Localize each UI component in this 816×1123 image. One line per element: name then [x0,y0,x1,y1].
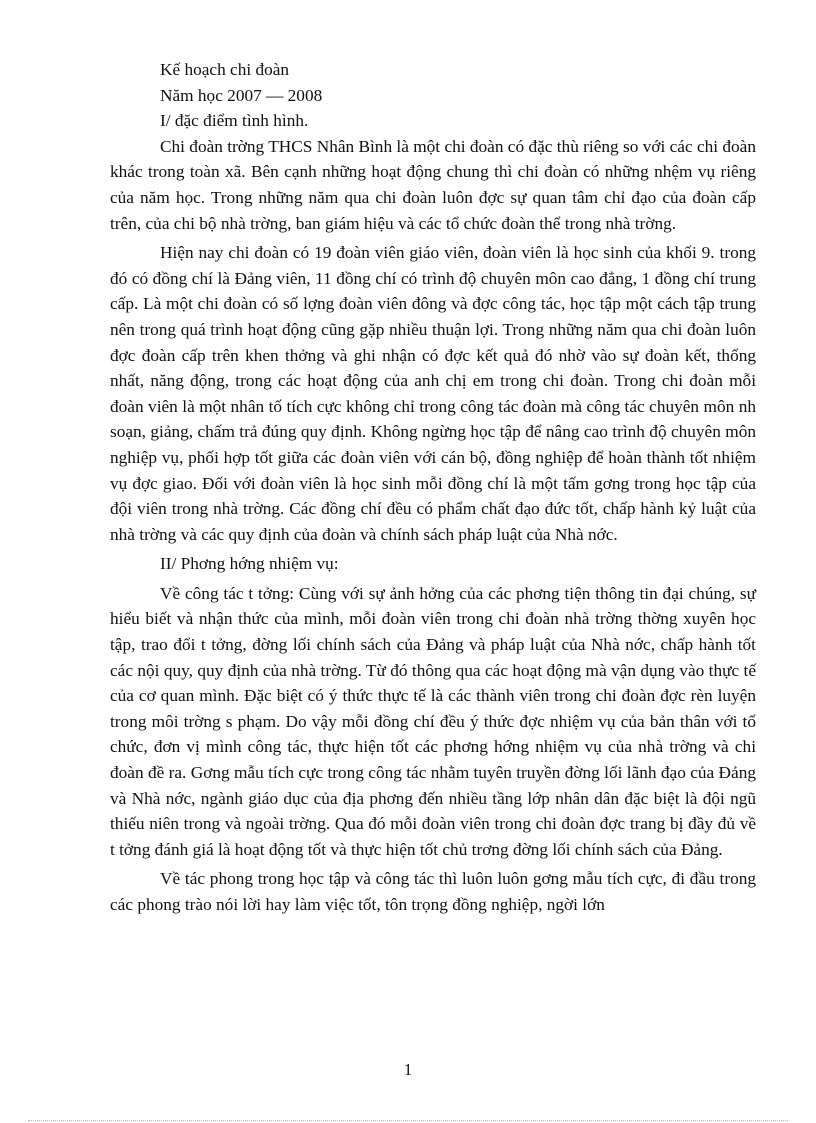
paragraph-membership: Hiện nay chi đoàn có 19 đoàn viên giáo viên, đoàn viên là học sinh của khối 9. trong đó có đồng chí là Đảng viên, 11 đồng chí có trình độ chuyên môn cao đẳng, 1 đồng chí trung cấp. Là một chi đoàn có số lợng đoàn viên đông và đợc công tác, học tập một cách tập trung nên trong quá trình hoạt động cũng gặp nhiều thuận lợi. Trong những năm qua chi đoàn luôn đợc đoàn cấp trên khen thởng và ghi nhận có đợc kết quả đó nhờ vào sự đoàn kết, thống nhất, năng động, trong các hoạt động của anh chị em trong chi đoàn. Trong chi đoàn mỗi đoàn viên là một nhân tố tích cực không chỉ trong công tác đoàn mà công tác chuyên môn nh soạn, giảng, chấm trả đúng quy định. Không ngừng học tập để nâng cao trình độ chuyên môn nghiệp vụ, phối hợp tốt giữa các đoàn viên với cán bộ, đồng nghiệp để hoàn thành tốt nhiệm vụ đợc giao. Đối với đoàn viên là học sinh mỗi đồng chí là một tấm gơng trong học tập của đội viên trong nhà trờng. Các đồng chí đều có phẩm chất đạo đức tốt, chấp hành kỷ luật của nhà trờng và các quy định của đoàn và chính sách pháp luật của Nhà nớc. [110,243,756,544]
paragraph-ideology: Về công tác t tởng: Cùng với sự ảnh hởng của các phơng tiện thông tin đại chúng, sự hiểu biết và nhận thức của mình, mỗi đoàn viên trong chi đoàn nhà trờng thờng xuyên học tập, trao đổi t tởng, đờng lối chính sách của Đảng và pháp luật của Nhà nớc, chấp hành tốt các nội quy, quy định của nhà trờng. Từ đó thông qua các hoạt động mà vận dụng vào thực tế của cơ quan mình. Đặc biệt có ý thức thực tế là các thành viên trong chi đoàn đợc rèn luyện trong môi trờng s phạm. Do vậy mỗi đồng chí đều ý thức đợc nhiệm vụ của bản thân với tổ chức, đơn vị mình công tác, thực hiện tốt các phơng hớng nhiệm vụ của nhà trờng và chi đoàn đề ra. Gơng mẫu tích cực trong công tác nhằm tuyên truyền đờng lối lãnh đạo của Đảng và Nhà nớc, ngành giáo dục của địa phơng đến nhiều tầng lớp nhân dân đặc biệt là đội ngũ thiếu niên trong và ngoài trờng. Qua đó mỗi đoàn viên trong chi đoàn đợc trang bị đầy đủ về t tởng đánh giá là hoạt động tốt và thực hiện tốt chủ trơng đờng lối chính sách của Đảng. [110,583,756,859]
document-body [110,57,756,918]
section-heading-tasks: II/ Phơng hớng nhiệm vụ: [160,554,339,574]
document-title: Kế hoạch chi đoàn [160,60,290,79]
paragraph-intro: Chi đoàn trờng THCS Nhân Bình là một chi đoàn có đặc thù riêng so với các chi đoàn khác trong toàn xã. Bên cạnh những hoạt động chung thì chi đoàn có những nhệm vụ riêng của năm học. Trong những năm qua chi đoàn luôn đợc sự quan tâm chỉ đạo của đoàn cấp trên, của chi bộ nhà trờng, ban giám hiệu và các tổ chức đoàn thể trong nhà trờng. [110,136,756,233]
school-year: Năm học 2007 — 2008 [160,85,323,105]
page-bottom-divider [28,1120,788,1121]
paragraph-conduct: Về tác phong trong học tập và công tác thì luôn luôn gơng mẫu tích cực, đi đầu trong các phong trào nói lời hay làm việc tốt, tôn trọng đồng nghiệp, ngời lớn [110,869,756,914]
page-number: 1 [403,1060,413,1079]
section-heading-situation: I/ đặc điểm tình hình. [160,111,309,131]
